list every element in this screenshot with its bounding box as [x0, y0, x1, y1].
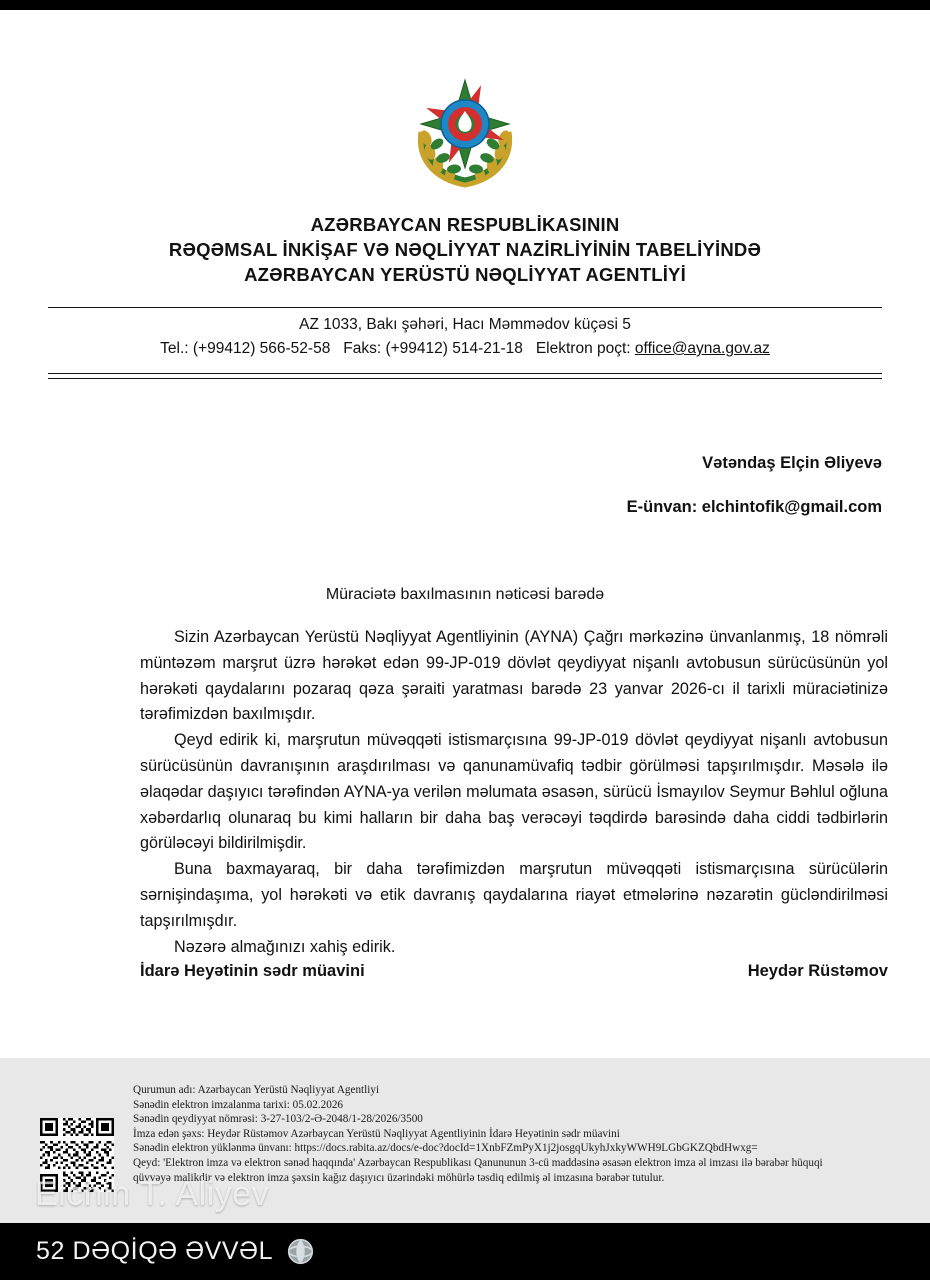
header-divider-bottom	[48, 373, 882, 374]
contact-address: AZ 1033, Bakı şəhəri, Hacı Məmmədov küçəsi 5	[299, 316, 631, 333]
body-paragraph-1: Sizin Azərbaycan Yerüstü Nəqliyyat Agentliyinin (AYNA) Çağrı mərkəzinə ünvanlanmış, 18 nömrəli müntəzəm marşrut üzrə hərəkət edən 99-JP-019 dövlət qeydiyyat nişanlı avtobusun sürücüsünün yol hərəkəti qaydalarını pozaraq qəza şəraiti yaratması barədə 23 yanvar 2026-cı il tarixli müraciətinizə tərəfimizdən baxılmışdır.	[140, 628, 888, 724]
addressee-block	[0, 452, 882, 518]
contact-email-label: Elektron poçt:	[535, 340, 631, 357]
document-body	[140, 625, 888, 960]
electronic-signature-info	[133, 1083, 863, 1185]
signatory-name: Heydər Rüstəmov	[747, 962, 888, 980]
letterhead-line-3: AZƏRBAYCAN YERÜSTÜ NƏQLİYYAT AGENTLİYİ	[244, 264, 686, 285]
footer-line-registration-number: Sənədin qeydiyyat nömrəsi: 3-27-103/2-Ə-2048/1-28/2026/3500	[133, 1113, 423, 1126]
addressee-name: Vətəndaş Elçin Əliyevə	[702, 454, 882, 472]
state-emblem-icon	[404, 72, 526, 190]
footer-line-sign-date: Sənədin elektron imzalanma tarixi: 05.02.2026	[133, 1098, 344, 1111]
letterhead-line-2: RƏQƏMSAL İNKİŞAF VƏ NƏQLİYYAT NAZİRLİYİNİN TABELİYİNDƏ	[168, 239, 762, 260]
body-paragraph-4: Nəzərə almağınızı xahiş edirik.	[174, 937, 396, 956]
timestamp-label: 52 DƏQİQƏ ƏVVƏL	[36, 1237, 274, 1265]
status-bar	[0, 1223, 930, 1280]
footer-line-legal-note: Qeyd: 'Elektron imza və elektron sənəd haqqında' Azərbaycan Respublikası Qanununun 3-cü maddəsinə əsasən elektron imza əl imzası ilə bərabər hüquqi qüvvəyə malikdir və elektron imza şəxsin kağız daşıyıcı üzərindəki möhürlə təsdiq edilmiş əl imzasına bərabər tutulur.	[133, 1156, 823, 1184]
signatory-title: İdarə Heyətinin sədr müavini	[140, 962, 365, 980]
contact-phone: Tel.: (+99412) 566-52-58	[160, 340, 331, 357]
letterhead-line-1: AZƏRBAYCAN RESPUBLİKASININ	[310, 214, 620, 235]
addressee-email: E-ünvan: elchintofik@gmail.com	[626, 498, 882, 516]
contact-line-2	[0, 337, 930, 361]
header-divider-top	[48, 307, 882, 308]
letterhead	[0, 212, 930, 287]
watermark: Elchin T. Aliyev	[35, 1175, 270, 1213]
emblem-container	[0, 72, 930, 190]
top-black-bar	[0, 0, 930, 10]
footer-line-download-url[interactable]: Sənədin elektron yüklənmə ünvanı: https://docs.rabita.az/docs/e-doc?docId=1XnbFZmPyX1j2josgqUkyhJxkyWWH9LGbGKZQbdHwxg=	[133, 1142, 758, 1155]
header-divider-bottom-2	[48, 378, 882, 379]
signature-block	[140, 962, 888, 981]
contact-email-link[interactable]: office@ayna.gov.az	[634, 340, 770, 357]
document-subject: Müraciətə baxılmasının nəticəsi barədə	[325, 586, 605, 603]
globe-icon	[287, 1238, 314, 1265]
contact-block	[0, 313, 930, 361]
body-paragraph-2: Qeyd edirik ki, marşrutun müvəqqəti istismarçısına 99-JP-019 dövlət qeydiyyat nişanlı avtobusun sürücüsünün davranışının araşdırılması və qanunamüvafiq tədbir görülməsi tapşırılmışdır. Məsələ ilə əlaqədar daşıyıcı tərəfindən AYNA-ya verilən məlumata əsasən, sürücü İsmayılov Seymur Bəhlul oğluna xəbərdarlıq olunaraq bu kimi halların bir daha baş verəcəyi təqdirdə barəsində daha ciddi tədbirlərin görüləcəyi bildirilmişdir.	[140, 731, 888, 853]
body-paragraph-3: Buna baxmayaraq, bir daha tərəfimizdən marşrutun müvəqqəti istismarçısına sürücülərin sərnişindaşıma, yol hərəkəti və etik davranış qaydalarına riayət etmələrinə nəzarətin gücləndirilməsi tapşırılmışdır.	[140, 860, 888, 930]
footer-line-signer: İmza edən şəxs: Heydər Rüstəmov Azərbaycan Yerüstü Nəqliyyat Agentliyinin İdarə Heyətinin sədr müavini	[133, 1127, 620, 1140]
footer-line-organization: Qurumun adı: Azərbaycan Yerüstü Nəqliyyat Agentliyi	[133, 1084, 380, 1096]
document-page	[0, 10, 930, 1223]
qr-code[interactable]	[40, 1118, 114, 1192]
contact-fax: Faks: (+99412) 514-21-18	[343, 340, 523, 357]
